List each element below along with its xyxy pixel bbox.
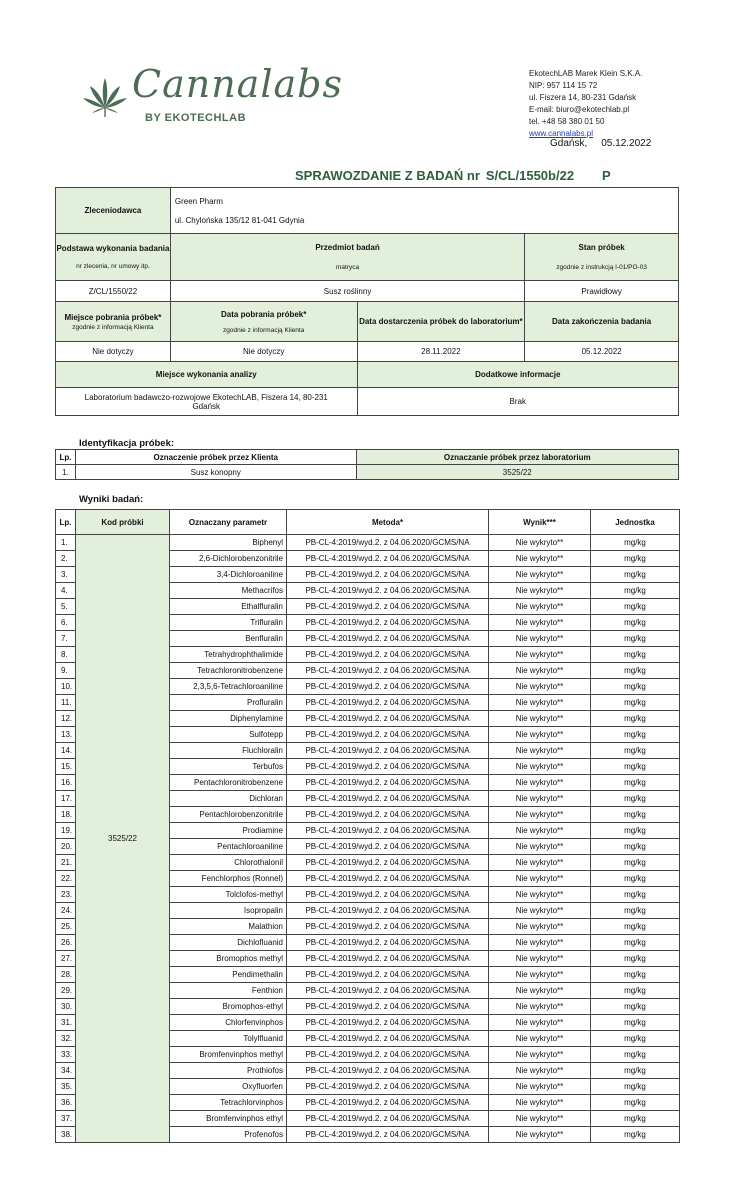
table-row <box>56 465 679 480</box>
unit: mg/kg <box>591 887 680 903</box>
method: PB-CL-4:2019/wyd.2. z 04.06.2020/GCMS/NA <box>287 775 489 791</box>
parameter-name: Bromfenvinphos ethyl <box>170 1111 287 1127</box>
condition-sublabel: zgodnie z instrukcją I-01/PO-03 <box>556 264 647 271</box>
unit: mg/kg <box>591 823 680 839</box>
parameter-name: Prothiofos <box>170 1063 287 1079</box>
parameter-name: Sulfotepp <box>170 727 287 743</box>
method: PB-CL-4:2019/wyd.2. z 04.06.2020/GCMS/NA <box>287 647 489 663</box>
parameter-name: Fenchlorphos (Ronnel) <box>170 871 287 887</box>
method: PB-CL-4:2019/wyd.2. z 04.06.2020/GCMS/NA <box>287 1111 489 1127</box>
parameter-name: Chlorothalonil <box>170 855 287 871</box>
parameter-name: Bromfenvinphos methyl <box>170 1047 287 1063</box>
sampling-place-value: Nie dotyczy <box>56 342 171 362</box>
company-nip: NIP: 957 114 15 72 <box>529 81 598 90</box>
method: PB-CL-4:2019/wyd.2. z 04.06.2020/GCMS/NA <box>287 807 489 823</box>
client-cell <box>170 188 678 234</box>
row-number: 21. <box>56 855 76 871</box>
row-number: 14. <box>56 743 76 759</box>
unit: mg/kg <box>591 1015 680 1031</box>
row-number: 2. <box>56 551 76 567</box>
identification-table <box>55 449 679 480</box>
unit: mg/kg <box>591 567 680 583</box>
unit: mg/kg <box>591 1063 680 1079</box>
company-info <box>529 68 642 140</box>
row-number: 10. <box>56 679 76 695</box>
method: PB-CL-4:2019/wyd.2. z 04.06.2020/GCMS/NA <box>287 839 489 855</box>
row-number: 28. <box>56 967 76 983</box>
result: Nie wykryto** <box>489 615 591 631</box>
row-number: 19. <box>56 823 76 839</box>
subject-sublabel: matryca <box>335 264 360 271</box>
sampling-date-label: Data pobrania próbek* <box>221 309 307 319</box>
result: Nie wykryto** <box>489 727 591 743</box>
method: PB-CL-4:2019/wyd.2. z 04.06.2020/GCMS/NA <box>287 535 489 551</box>
parameter-name: Malathion <box>170 919 287 935</box>
method: PB-CL-4:2019/wyd.2. z 04.06.2020/GCMS/NA <box>287 599 489 615</box>
method: PB-CL-4:2019/wyd.2. z 04.06.2020/GCMS/NA <box>287 615 489 631</box>
parameter-name: Oxyfluorfen <box>170 1079 287 1095</box>
results-header-lp: Lp. <box>56 510 76 535</box>
unit: mg/kg <box>591 551 680 567</box>
result: Nie wykryto** <box>489 775 591 791</box>
unit: mg/kg <box>591 1031 680 1047</box>
report-title-label: SPRAWOZDANIE Z BADAŃ nr <box>295 168 480 183</box>
row-number: 3. <box>56 567 76 583</box>
parameter-name: Pentachloroaniline <box>170 839 287 855</box>
row-number: 7. <box>56 631 76 647</box>
row-number: 23. <box>56 887 76 903</box>
basis-value: Z/CL/1550/22 <box>56 281 171 302</box>
method: PB-CL-4:2019/wyd.2. z 04.06.2020/GCMS/NA <box>287 1063 489 1079</box>
results-table <box>55 509 680 1143</box>
parameter-name: Pentachloronitrobenzene <box>170 775 287 791</box>
unit: mg/kg <box>591 1095 680 1111</box>
row-number: 6. <box>56 615 76 631</box>
method: PB-CL-4:2019/wyd.2. z 04.06.2020/GCMS/NA <box>287 791 489 807</box>
result: Nie wykryto** <box>489 599 591 615</box>
place: Gdańsk, <box>550 138 588 149</box>
result: Nie wykryto** <box>489 807 591 823</box>
unit: mg/kg <box>591 903 680 919</box>
method: PB-CL-4:2019/wyd.2. z 04.06.2020/GCMS/NA <box>287 1031 489 1047</box>
parameter-name: Trifluralin <box>170 615 287 631</box>
result: Nie wykryto** <box>489 1063 591 1079</box>
unit: mg/kg <box>591 631 680 647</box>
result: Nie wykryto** <box>489 1111 591 1127</box>
additional-info-label: Dodatkowe informacje <box>357 362 679 388</box>
row-number: 1. <box>56 535 76 551</box>
method: PB-CL-4:2019/wyd.2. z 04.06.2020/GCMS/NA <box>287 567 489 583</box>
unit: mg/kg <box>591 1127 680 1143</box>
method: PB-CL-4:2019/wyd.2. z 04.06.2020/GCMS/NA <box>287 1047 489 1063</box>
sampling-date-value: Nie dotyczy <box>170 342 357 362</box>
parameter-name: Ethalfluralin <box>170 599 287 615</box>
row-number: 31. <box>56 1015 76 1031</box>
basis-header <box>56 234 171 281</box>
result: Nie wykryto** <box>489 935 591 951</box>
row-number: 18. <box>56 807 76 823</box>
result: Nie wykryto** <box>489 1079 591 1095</box>
result: Nie wykryto** <box>489 695 591 711</box>
unit: mg/kg <box>591 791 680 807</box>
unit: mg/kg <box>591 999 680 1015</box>
result: Nie wykryto** <box>489 583 591 599</box>
row-number: 32. <box>56 1031 76 1047</box>
parameter-name: Pendimethalin <box>170 967 287 983</box>
row-number: 13. <box>56 727 76 743</box>
row-number: 30. <box>56 999 76 1015</box>
unit: mg/kg <box>591 935 680 951</box>
unit: mg/kg <box>591 967 680 983</box>
company-phone: tel. +48 58 380 01 50 <box>529 117 605 126</box>
results-header-code: Kod próbki <box>76 510 170 535</box>
client-label: Zleceniodawca <box>56 188 171 234</box>
unit: mg/kg <box>591 599 680 615</box>
row-number: 17. <box>56 791 76 807</box>
row-number: 25. <box>56 919 76 935</box>
method: PB-CL-4:2019/wyd.2. z 04.06.2020/GCMS/NA <box>287 903 489 919</box>
delivery-date-label: Data dostarczenia próbek do laboratorium* <box>357 302 525 342</box>
unit: mg/kg <box>591 983 680 999</box>
results-title: Wyniki badań: <box>79 494 144 505</box>
unit: mg/kg <box>591 647 680 663</box>
method: PB-CL-4:2019/wyd.2. z 04.06.2020/GCMS/NA <box>287 919 489 935</box>
result: Nie wykryto** <box>489 759 591 775</box>
row-number: 38. <box>56 1127 76 1143</box>
unit: mg/kg <box>591 583 680 599</box>
condition-value: Prawidłowy <box>525 281 679 302</box>
unit: mg/kg <box>591 615 680 631</box>
row-number: 37. <box>56 1111 76 1127</box>
unit: mg/kg <box>591 839 680 855</box>
unit: mg/kg <box>591 919 680 935</box>
result: Nie wykryto** <box>489 967 591 983</box>
parameter-name: Methacrifos <box>170 583 287 599</box>
parameter-name: Diphenylamine <box>170 711 287 727</box>
parameter-name: Tetrachloronitrobenzene <box>170 663 287 679</box>
unit: mg/kg <box>591 807 680 823</box>
result: Nie wykryto** <box>489 823 591 839</box>
row-number: 29. <box>56 983 76 999</box>
parameter-name: Benfluralin <box>170 631 287 647</box>
unit: mg/kg <box>591 1079 680 1095</box>
sampling-place-header <box>56 302 171 342</box>
result: Nie wykryto** <box>489 631 591 647</box>
unit: mg/kg <box>591 679 680 695</box>
ident-header-lp: Lp. <box>56 450 76 465</box>
parameter-name: Dichloran <box>170 791 287 807</box>
row-number: 12. <box>56 711 76 727</box>
result: Nie wykryto** <box>489 855 591 871</box>
logo-wordmark: Cannalabs <box>132 62 343 106</box>
condition-header <box>525 234 679 281</box>
unit: mg/kg <box>591 759 680 775</box>
unit: mg/kg <box>591 711 680 727</box>
report-title <box>295 168 611 183</box>
unit: mg/kg <box>591 695 680 711</box>
results-header-unit: Jednostka <box>591 510 680 535</box>
method: PB-CL-4:2019/wyd.2. z 04.06.2020/GCMS/NA <box>287 551 489 567</box>
method: PB-CL-4:2019/wyd.2. z 04.06.2020/GCMS/NA <box>287 1127 489 1143</box>
result: Nie wykryto** <box>489 903 591 919</box>
result: Nie wykryto** <box>489 1047 591 1063</box>
subject-label: Przedmiot badań <box>315 243 380 252</box>
row-number: 33. <box>56 1047 76 1063</box>
report-date: 05.12.2022 <box>601 138 652 149</box>
parameter-name: Bromophos-ethyl <box>170 999 287 1015</box>
method: PB-CL-4:2019/wyd.2. z 04.06.2020/GCMS/NA <box>287 887 489 903</box>
parameter-name: Fluchloralin <box>170 743 287 759</box>
sampling-place-sublabel: zgodnie z informacją Klienta <box>72 323 154 331</box>
method: PB-CL-4:2019/wyd.2. z 04.06.2020/GCMS/NA <box>287 679 489 695</box>
method: PB-CL-4:2019/wyd.2. z 04.06.2020/GCMS/NA <box>287 583 489 599</box>
parameter-name: Terbufos <box>170 759 287 775</box>
result: Nie wykryto** <box>489 983 591 999</box>
result: Nie wykryto** <box>489 663 591 679</box>
cannabis-leaf-icon <box>82 78 128 118</box>
parameter-name: 3,4-Dichloroaniline <box>170 567 287 583</box>
method: PB-CL-4:2019/wyd.2. z 04.06.2020/GCMS/NA <box>287 759 489 775</box>
parameter-name: Biphenyl <box>170 535 287 551</box>
row-number: 35. <box>56 1079 76 1095</box>
logo-subtitle: BY EKOTECHLAB <box>145 112 247 124</box>
company-email: E-mail: biuro@ekotechlab.pl <box>529 105 630 114</box>
analysis-place-label: Miejsce wykonania analizy <box>56 362 358 388</box>
parameter-name: Isopropalin <box>170 903 287 919</box>
parameter-name: 2,3,5,6-Tetrachloroaniline <box>170 679 287 695</box>
results-header-parameter: Oznaczany parametr <box>170 510 287 535</box>
row-number: 20. <box>56 839 76 855</box>
method: PB-CL-4:2019/wyd.2. z 04.06.2020/GCMS/NA <box>287 855 489 871</box>
ident-header-lab: Oznaczanie próbek przez laboratorium <box>356 450 678 465</box>
delivery-date-value: 28.11.2022 <box>357 342 525 362</box>
result: Nie wykryto** <box>489 1095 591 1111</box>
row-number: 9. <box>56 663 76 679</box>
client-name: Green Pharm <box>174 196 223 206</box>
unit: mg/kg <box>591 1047 680 1063</box>
sampling-date-header <box>170 302 357 342</box>
unit: mg/kg <box>591 535 680 551</box>
table-row <box>56 535 680 551</box>
method: PB-CL-4:2019/wyd.2. z 04.06.2020/GCMS/NA <box>287 727 489 743</box>
company-name: EkotechLAB Marek Klein S.K.A. <box>529 69 643 78</box>
method: PB-CL-4:2019/wyd.2. z 04.06.2020/GCMS/NA <box>287 935 489 951</box>
method: PB-CL-4:2019/wyd.2. z 04.06.2020/GCMS/NA <box>287 1015 489 1031</box>
parameter-name: Fenthion <box>170 983 287 999</box>
result: Nie wykryto** <box>489 791 591 807</box>
method: PB-CL-4:2019/wyd.2. z 04.06.2020/GCMS/NA <box>287 871 489 887</box>
subject-value: Susz roślinny <box>170 281 524 302</box>
result: Nie wykryto** <box>489 535 591 551</box>
row-number: 22. <box>56 871 76 887</box>
result: Nie wykryto** <box>489 647 591 663</box>
completion-date-label: Data zakończenia badania <box>525 302 679 342</box>
unit: mg/kg <box>591 775 680 791</box>
row-number: 8. <box>56 647 76 663</box>
result: Nie wykryto** <box>489 887 591 903</box>
unit: mg/kg <box>591 663 680 679</box>
analysis-place-value: Laboratorium badawczo-rozwojowe EkotechLAB, Fiszera 14, 80-231 Gdańsk <box>56 388 358 416</box>
completion-date-value: 05.12.2022 <box>525 342 679 362</box>
additional-info-value: Brak <box>357 388 679 416</box>
ident-header-client: Oznaczenie próbek przez Klienta <box>75 450 356 465</box>
report-suffix: P <box>602 168 611 183</box>
sampling-place-label: Miejsce pobrania próbek* <box>64 312 162 322</box>
unit: mg/kg <box>591 951 680 967</box>
result: Nie wykryto** <box>489 1015 591 1031</box>
row-number: 5. <box>56 599 76 615</box>
unit: mg/kg <box>591 727 680 743</box>
result: Nie wykryto** <box>489 567 591 583</box>
row-number: 26. <box>56 935 76 951</box>
parameter-name: Tetrachlorvinphos <box>170 1095 287 1111</box>
parameter-name: Profenofos <box>170 1127 287 1143</box>
ident-lp: 1. <box>56 465 76 480</box>
identification-title: Identyfikacja próbek: <box>79 438 175 449</box>
website-link[interactable]: www.cannalabs.pl <box>529 129 594 138</box>
report-number: S/CL/1550b/22 <box>485 168 575 183</box>
company-address: ul. Fiszera 14, 80-231 Gdańsk <box>529 93 637 102</box>
row-number: 24. <box>56 903 76 919</box>
parameter-name: Tetrahydrophthalimide <box>170 647 287 663</box>
row-number: 4. <box>56 583 76 599</box>
parameter-name: Chlorfenvinphos <box>170 1015 287 1031</box>
method: PB-CL-4:2019/wyd.2. z 04.06.2020/GCMS/NA <box>287 823 489 839</box>
row-number: 36. <box>56 1095 76 1111</box>
method: PB-CL-4:2019/wyd.2. z 04.06.2020/GCMS/NA <box>287 711 489 727</box>
client-address: ul. Chylońska 135/12 81-041 Gdynia <box>174 215 305 225</box>
result: Nie wykryto** <box>489 999 591 1015</box>
method: PB-CL-4:2019/wyd.2. z 04.06.2020/GCMS/NA <box>287 983 489 999</box>
sample-code: 3525/22 <box>76 535 170 1143</box>
results-header-method: Metoda* <box>287 510 489 535</box>
row-number: 15. <box>56 759 76 775</box>
method: PB-CL-4:2019/wyd.2. z 04.06.2020/GCMS/NA <box>287 967 489 983</box>
parameter-name: Pentachlorobenzonitrile <box>170 807 287 823</box>
results-body <box>56 535 680 1143</box>
method: PB-CL-4:2019/wyd.2. z 04.06.2020/GCMS/NA <box>287 999 489 1015</box>
method: PB-CL-4:2019/wyd.2. z 04.06.2020/GCMS/NA <box>287 1095 489 1111</box>
ident-lab: 3525/22 <box>356 465 678 480</box>
parameter-name: 2,6-Dichlorobenzonitrile <box>170 551 287 567</box>
place-date <box>550 138 665 149</box>
parameter-name: Tolylfluanid <box>170 1031 287 1047</box>
unit: mg/kg <box>591 855 680 871</box>
ident-client: Susz konopny <box>75 465 356 480</box>
result: Nie wykryto** <box>489 711 591 727</box>
result: Nie wykryto** <box>489 743 591 759</box>
method: PB-CL-4:2019/wyd.2. z 04.06.2020/GCMS/NA <box>287 631 489 647</box>
parameter-name: Tolclofos-methyl <box>170 887 287 903</box>
unit: mg/kg <box>591 871 680 887</box>
sampling-date-sublabel: zgodnie z informacją Klienta <box>223 326 305 334</box>
row-number: 34. <box>56 1063 76 1079</box>
parameter-name: Dichlofluanid <box>170 935 287 951</box>
subject-header <box>170 234 524 281</box>
basis-sublabel: nr zlecenia, nr umowy itp. <box>76 263 150 270</box>
row-number: 27. <box>56 951 76 967</box>
unit: mg/kg <box>591 1111 680 1127</box>
parameter-name: Profluralin <box>170 695 287 711</box>
result: Nie wykryto** <box>489 1127 591 1143</box>
results-header-result: Wynik*** <box>489 510 591 535</box>
parameter-name: Prodiamine <box>170 823 287 839</box>
method: PB-CL-4:2019/wyd.2. z 04.06.2020/GCMS/NA <box>287 663 489 679</box>
row-number: 11. <box>56 695 76 711</box>
method: PB-CL-4:2019/wyd.2. z 04.06.2020/GCMS/NA <box>287 951 489 967</box>
result: Nie wykryto** <box>489 551 591 567</box>
method: PB-CL-4:2019/wyd.2. z 04.06.2020/GCMS/NA <box>287 1079 489 1095</box>
result: Nie wykryto** <box>489 839 591 855</box>
parameter-name: Bromophos methyl <box>170 951 287 967</box>
result: Nie wykryto** <box>489 919 591 935</box>
result: Nie wykryto** <box>489 1031 591 1047</box>
order-info-table <box>55 187 679 416</box>
row-number: 16. <box>56 775 76 791</box>
unit: mg/kg <box>591 743 680 759</box>
condition-label: Stan próbek <box>578 243 625 252</box>
result: Nie wykryto** <box>489 951 591 967</box>
method: PB-CL-4:2019/wyd.2. z 04.06.2020/GCMS/NA <box>287 695 489 711</box>
basis-label: Podstawa wykonania badania <box>56 244 170 253</box>
result: Nie wykryto** <box>489 679 591 695</box>
method: PB-CL-4:2019/wyd.2. z 04.06.2020/GCMS/NA <box>287 743 489 759</box>
result: Nie wykryto** <box>489 871 591 887</box>
